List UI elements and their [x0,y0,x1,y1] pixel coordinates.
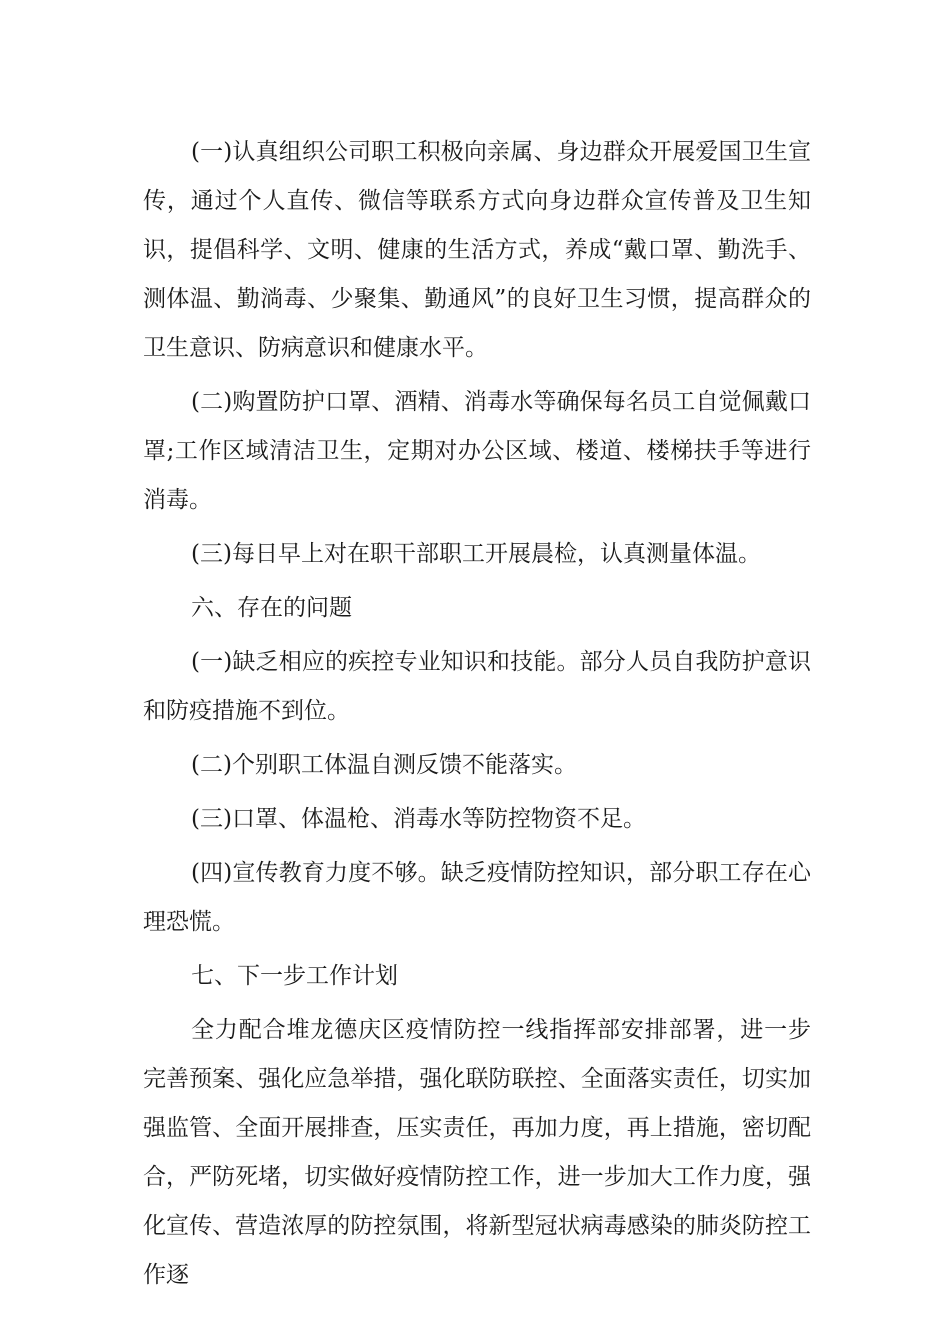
paragraph-hygiene-promotion: (一)认真组织公司职工积极向亲属、身边群众开展爱国卫生宣传，通过个人直传、微信等联系方式向身边群众宣传普及卫生知识，提倡科学、文明、健康的生活方式，养成“戴口罩、勤洗手、测体温、勤淌毒、少聚集、勤通风”的良好卫生习惯，提高群众的卫生意识、防病意识和健康水平。 [143,139,811,361]
paragraph-problem-temperature: (二)个别职工体温自测反馈不能落实。 [191,752,577,778]
section-heading-next-steps: 七、下一步工作计划 [191,963,398,989]
document-page [143,128,811,1305]
paragraph-problem-education: (四)宣传教育力度不够。缺乏疫情防控知识，部分职工存在心理恐慌。 [143,860,811,935]
paragraph-problem-knowledge: (一)缺乏相应的疾控专业知识和技能。部分人员自我防护意识和防疫措施不到位。 [143,649,811,724]
paragraph-work-plan: 全力配合堆龙德庆区疫情防控一线指挥部安排部署，进一步完善预案、强化应急举措，强化联防联控、全面落实责任，切实加强监管、全面开展排查，压实责任，再加力度，再上措施，密切配合，严防死堵，切实做好疫情防控工作，进一步加大工作力度，强化宣传、营造浓厚的防控氛围，将新型冠状病毒感染的肺炎防控工作逐 [143,1017,811,1288]
paragraph-problem-supplies: (三)口罩、体温枪、消毒水等防控物资不足。 [191,806,646,832]
paragraph-morning-check: (三)每日早上对在职干部职工开展晨检，认真测量体温。 [191,541,761,567]
paragraph-protective-supplies: (二)购置防护口罩、酒精、消毒水等确保每名员工自觉佩戴口罩;工作区域清洁卫生，定期对办公区域、楼道、楼梯扶手等进行消毒。 [143,389,811,513]
section-heading-problems: 六、存在的问题 [191,595,352,621]
